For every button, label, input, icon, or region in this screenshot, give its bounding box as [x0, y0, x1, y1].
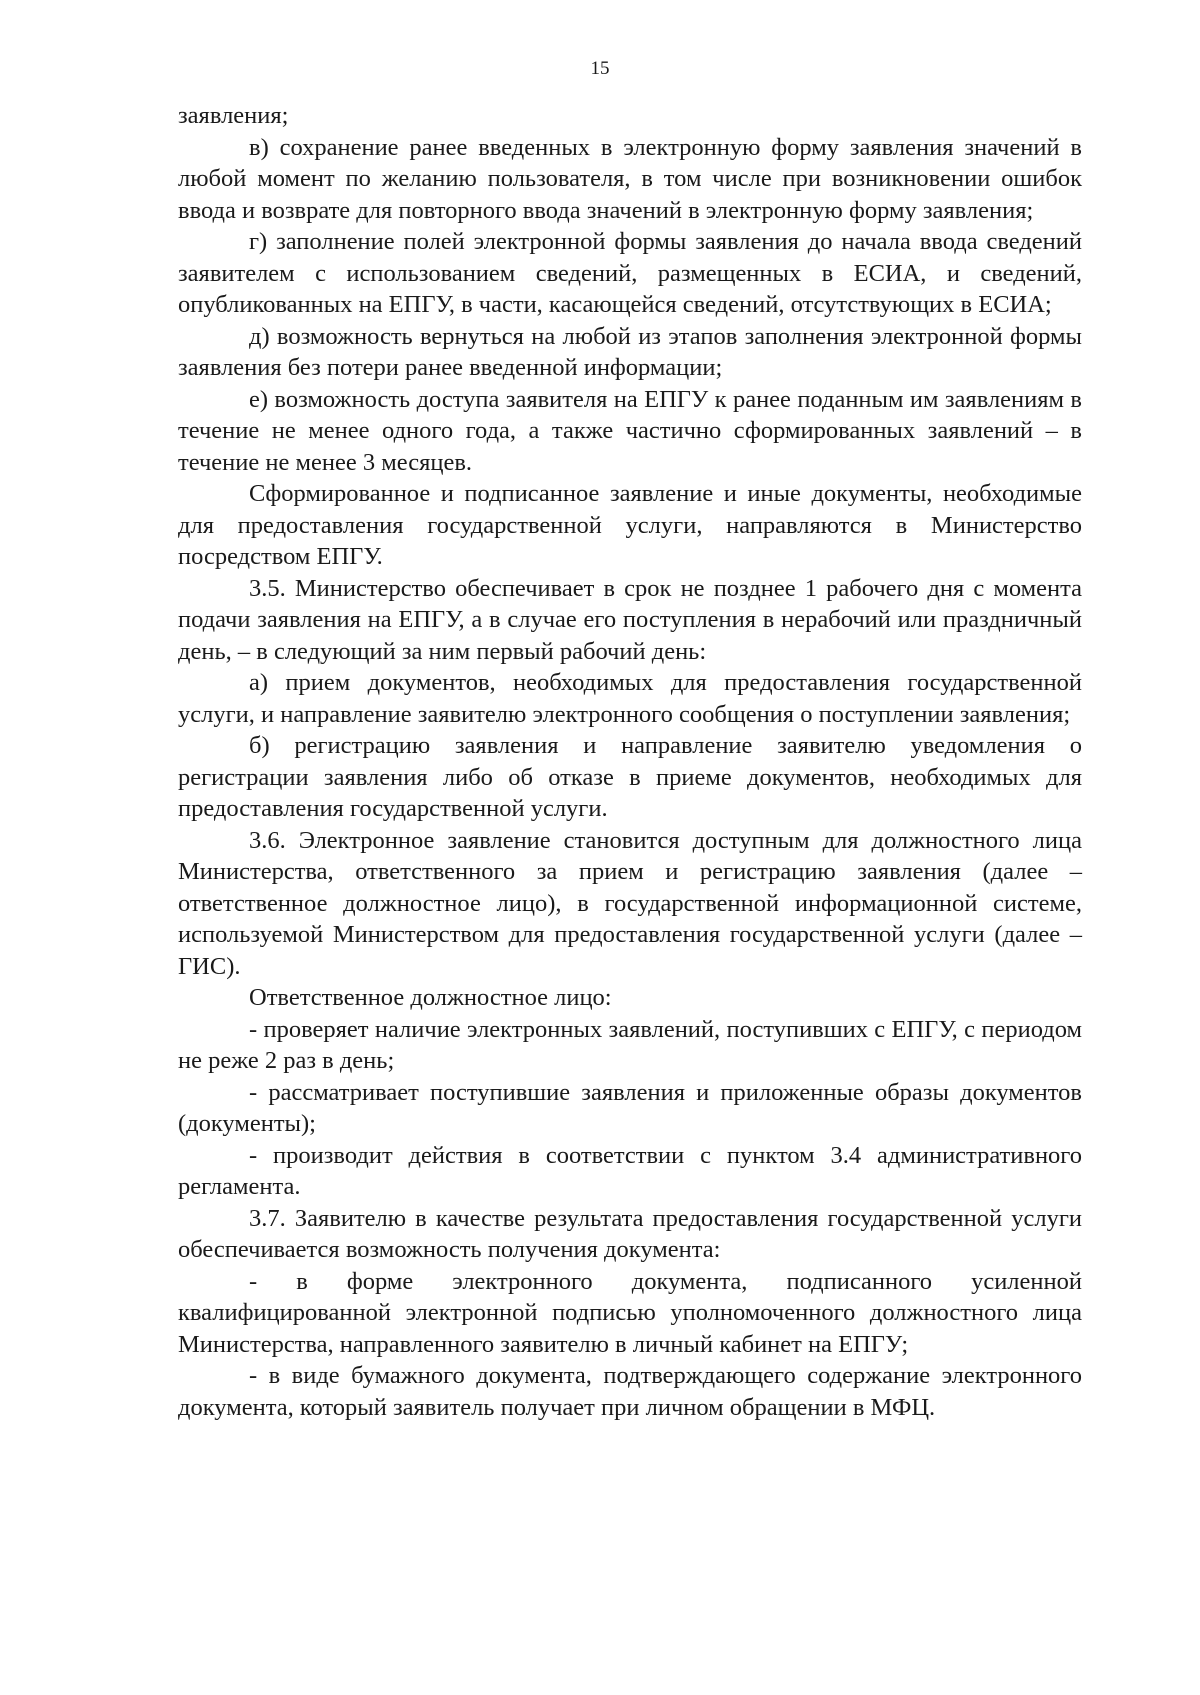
list-item-paper-form: - в виде бумажного документа, подтверждающего содержание электронного документа, который заявитель получает при личном обращении в МФЦ. — [178, 1362, 1082, 1421]
page-number: 15 — [590, 58, 610, 79]
paragraph-item-d: д) возможность вернуться на любой из этапов заполнения электронной формы заявления без потери ранее введенной информации; — [178, 322, 1082, 381]
paragraph-section-3-7: 3.7. Заявителю в качестве результата предоставления государственной услуги обеспечивается возможность получения документа: — [178, 1204, 1082, 1263]
paragraph-item-e: е) возможность доступа заявителя на ЕПГУ к ранее поданным им заявлениям в течение не менее одного года, а также частично сформированных заявлений – в течение не менее 3 месяцев. — [178, 385, 1082, 476]
document-body — [178, 100, 1082, 1423]
list-item-reviews: - рассматривает поступившие заявления и приложенные образы документов (документы); — [178, 1078, 1082, 1137]
paragraph-continuation: заявления; — [178, 102, 289, 129]
list-item-electronic-form: - в форме электронного документа, подписанного усиленной квалифицированной электронной подписью уполномоченного должностного лица Министерства, направленного заявителю в личный кабинет на ЕПГУ; — [178, 1267, 1082, 1358]
paragraph-section-3-5: 3.5. Министерство обеспечивает в срок не позднее 1 рабочего дня с момента подачи заявления на ЕПГУ, а в случае его поступления в нерабочий или праздничный день, – в следующий за ним первый рабочий день: — [178, 574, 1082, 665]
paragraph-item-a: а) прием документов, необходимых для предоставления государственной услуги, и направление заявителю электронного сообщения о поступлении заявления; — [178, 669, 1082, 728]
paragraph-item-b: б) регистрацию заявления и направление заявителю уведомления о регистрации заявления либо об отказе в приеме документов, необходимых для предоставления государственной услуги. — [178, 732, 1082, 822]
paragraph-item-v: в) сохранение ранее введенных в электронную форму заявления значений в любой момент по желанию пользователя, в том числе при возникновении ошибок ввода и возврате для повторного ввода значений в электронную форму заявления; — [178, 133, 1082, 224]
paragraph-item-g: г) заполнение полей электронной формы заявления до начала ввода сведений заявителем с использованием сведений, размещенных в ЕСИА, и сведений, опубликованных на ЕПГУ, в части, касающейся сведений, отсутствующих в ЕСИА; — [178, 228, 1082, 318]
paragraph-responsible-official: Ответственное должностное лицо: — [249, 984, 612, 1011]
list-item-checks: - проверяет наличие электронных заявлений, поступивших с ЕПГУ, с периодом не реже 2 раз в день; — [178, 1015, 1082, 1074]
paragraph-submission: Сформированное и подписанное заявление и иные документы, необходимые для предоставления государственной услуги, направляются в Министерство посредством ЕПГУ. — [178, 480, 1082, 570]
list-item-actions: - производит действия в соответствии с пунктом 3.4 административного регламента. — [178, 1141, 1082, 1200]
paragraph-section-3-6: 3.6. Электронное заявление становится доступным для должностного лица Министерства, ответственного за прием и регистрацию заявления (далее – ответственное должностное лицо), в государственной информационной системе, используемой Министерством для предоставления государственной услуги (далее – ГИС). — [178, 826, 1082, 980]
